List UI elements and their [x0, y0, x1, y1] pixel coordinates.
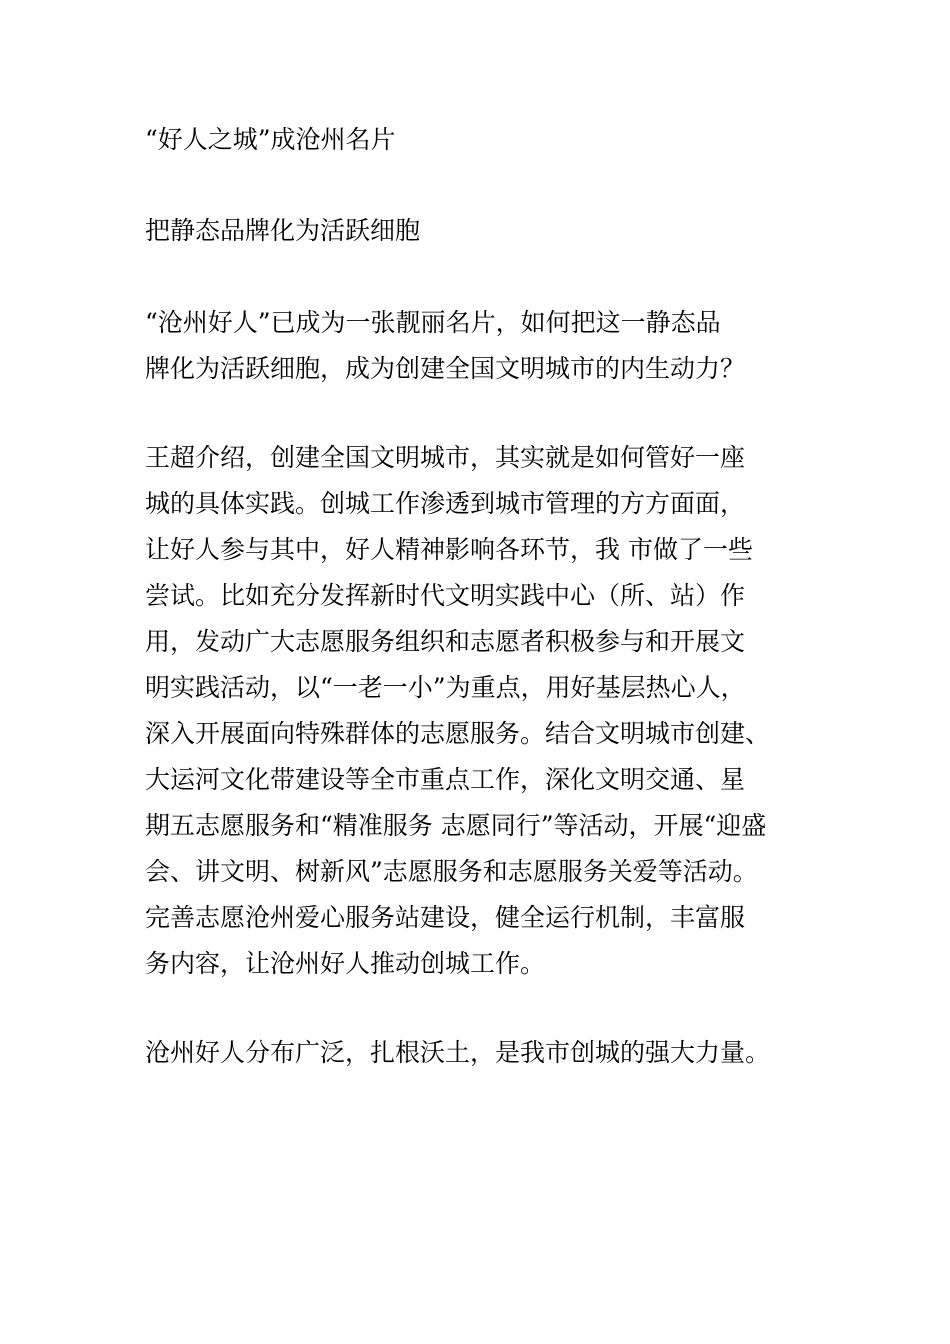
paragraph-3 [145, 1030, 835, 1076]
paragraph-1 [145, 300, 835, 392]
paragraph-line: 完善志愿沧州爱心服务站建设，健全运行机制，丰富服 [145, 903, 746, 932]
paragraph-line: 明实践活动，以“一老一小”为重点，用好基层热心人， [145, 673, 746, 702]
paragraph-line: 牌化为活跃细胞，成为创建全国文明城市的内生动力？ [145, 354, 746, 383]
document-body [145, 117, 835, 1076]
paragraph-line: “沧州好人”已成为一张靓丽名片，如何把这一静态品 [145, 308, 721, 337]
article-title: “好人之城”成沧州名片 [145, 125, 396, 154]
paragraph-line: 王超介绍，创建全国文明城市，其实就是如何管好一座 [145, 443, 746, 472]
paragraph-2 [145, 435, 835, 987]
paragraph-line: 大运河文化带建设等全市重点工作，深化文明交通、星 [145, 765, 746, 794]
paragraph-line: 深入开展面向特殊群体的志愿服务。结合文明城市创建、 [145, 719, 771, 748]
paragraph-line: 务内容，让沧州好人推动创城工作。 [145, 949, 546, 978]
paragraph-line: 期五志愿服务和“精准服务 志愿同行”等活动，开展“迎盛 [145, 811, 767, 840]
article-subtitle: 把静态品牌化为活跃细胞 [145, 216, 421, 245]
paragraph-line: 尝试。比如充分发挥新时代文明实践中心（所、站）作 [145, 581, 746, 610]
paragraph-line: 会、讲文明、树新风”志愿服务和志愿服务关爱等活动。 [145, 857, 758, 886]
paragraph-line: 让好人参与其中，好人精神影响各环节，我 市做了一些 [145, 535, 753, 564]
paragraph-line: 沧州好人分布广泛，扎根沃土，是我市创城的强大力量。 [145, 1038, 771, 1067]
paragraph-line: 城的具体实践。创城工作渗透到城市管理的方方面面， [145, 489, 746, 518]
paragraph-line: 用，发动广大志愿服务组织和志愿者积极参与和开展文 [145, 627, 746, 656]
